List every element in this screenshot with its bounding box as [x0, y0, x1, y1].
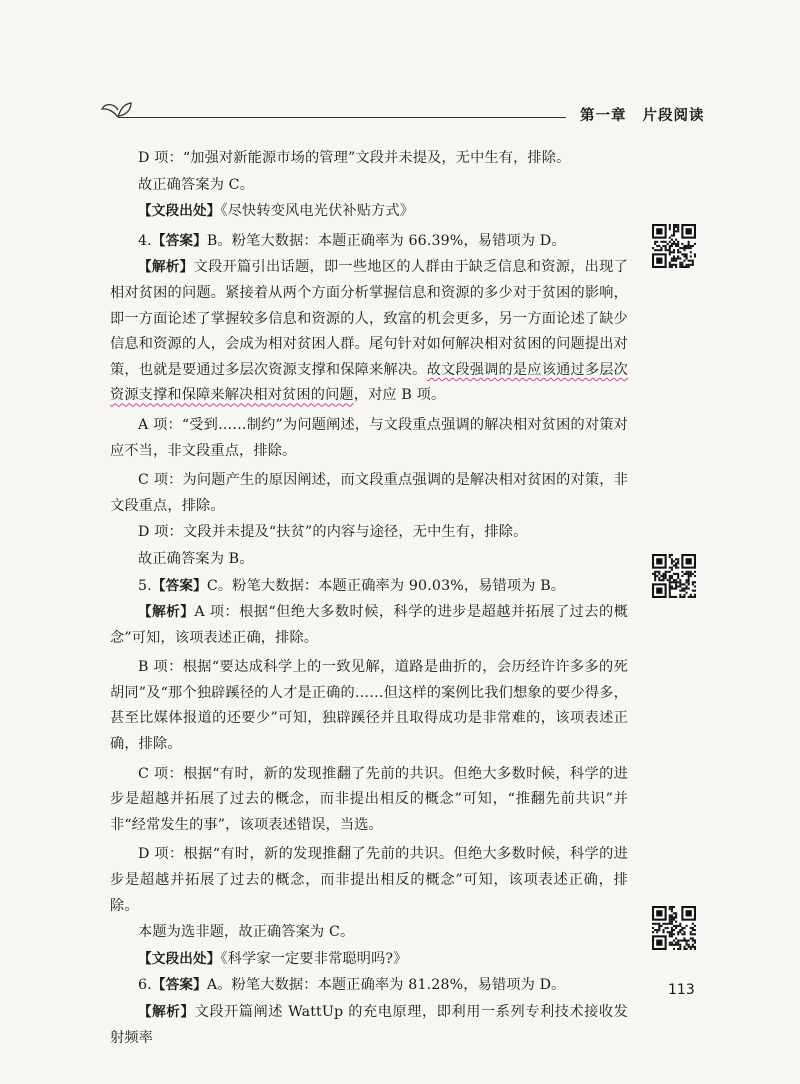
answer-line: 4.【答案】B。粉笔大数据：本题正确率为 66.39%，易错项为 D。	[138, 232, 566, 249]
document-body	[110, 146, 628, 1051]
section-label: 片段阅读	[642, 108, 705, 124]
answer-line: 5.【答案】C。粉笔大数据：本题正确率为 90.03%，易错项为 B。	[138, 577, 566, 594]
qr-code-icon[interactable]	[652, 906, 696, 950]
analysis-paragraph: 【解析】A 项：根据“但绝大多数时候，科学的进步是超越并拓展了过去的概念”可知，该项表述正确，排除。	[110, 604, 628, 646]
qr-code-icon[interactable]	[652, 224, 696, 268]
leaf-icon	[100, 98, 134, 118]
paragraph: 本题为选非题，故正确答案为 C。	[138, 924, 355, 941]
chapter-heading	[580, 104, 705, 125]
paragraph: D 项：根据“有时，新的发现推翻了先前的共识。但绝大多数时候，科学的进步是超越并拓展了过去的概念，而非提出相反的概念”可知，该项表述正确，排除。	[110, 846, 628, 914]
chapter-label: 第一章	[580, 108, 627, 124]
answer-line: 6.【答案】A。粉笔大数据：本题正确率为 81.28%，易错项为 D。	[138, 977, 566, 994]
analysis-paragraph: 【解析】文段开篇引出话题，即一些地区的人群由于缺乏信息和资源，出现了相对贫困的问题。紧接着从两个方面分析掌握信息和资源的多少对于贫困的影响，即一方面论述了掌握较多信息和资源的人，致富的机会更多，另一方面论述了缺少信息和资源的人，会成为相对贫困人群。尾句针对如何解决相对贫困的问题提出对策，也就是要通过多层次资源支撑和保障来解决。故文段强调的是应该通过多层次资源支撑和保障来解决相对贫困的问题，对应 B 项。	[110, 259, 628, 404]
page-number: 113	[668, 982, 695, 998]
paragraph: C 项：根据“有时，新的发现推翻了先前的共识。但绝大多数时候，科学的进步是超越并拓展了过去的概念，而非提出相反的概念”可知，“推翻先前共识”并非“经常发生的事”，该项表述错误，当选。	[110, 765, 628, 833]
paragraph: C 项：为问题产生的原因阐述，而文段重点强调的是解决相对贫困的对策，非文段重点，排除。	[110, 472, 628, 514]
analysis-paragraph: 【解析】文段开篇阐述 WattUp 的充电原理，即利用一系列专利技术接收发射频率	[110, 1004, 628, 1046]
header-rule	[118, 117, 566, 118]
paragraph: A 项：“受到……制约”为问题阐述，与文段重点强调的解决相对贫困的对策对应不当，非文段重点，排除。	[110, 416, 628, 459]
highlighted-conclusion: 故文段强调的是应该通过多层次资源支撑和保障来解决相对贫困的问题	[110, 361, 628, 404]
paragraph: 故正确答案为 B。	[138, 550, 254, 567]
source-line: 【文段出处】《尽快转变风电光伏补贴方式》	[138, 203, 415, 220]
paragraph: D 项：“加强对新能源市场的管理”文段并未提及，无中生有，排除。	[138, 150, 571, 166]
paragraph: B 项：根据“要达成科学上的一致见解，道路是曲折的，会历经许许多多的死胡同”及“那个独辟蹊径的人才是正确的……但这样的案例比我们想象的要少得多，甚至比媒体报道的还要少”可知，独辟蹊径并且取得成功是非常难的，该项表述正确，排除。	[110, 659, 628, 753]
paragraph: D 项：文段并未提及“扶贫”的内容与途径，无中生有，排除。	[138, 524, 528, 541]
paragraph: 故正确答案为 C。	[138, 176, 255, 193]
qr-code-icon[interactable]	[652, 554, 696, 598]
source-line: 【文段出处】《科学家一定要非常聪明吗?》	[138, 950, 408, 967]
